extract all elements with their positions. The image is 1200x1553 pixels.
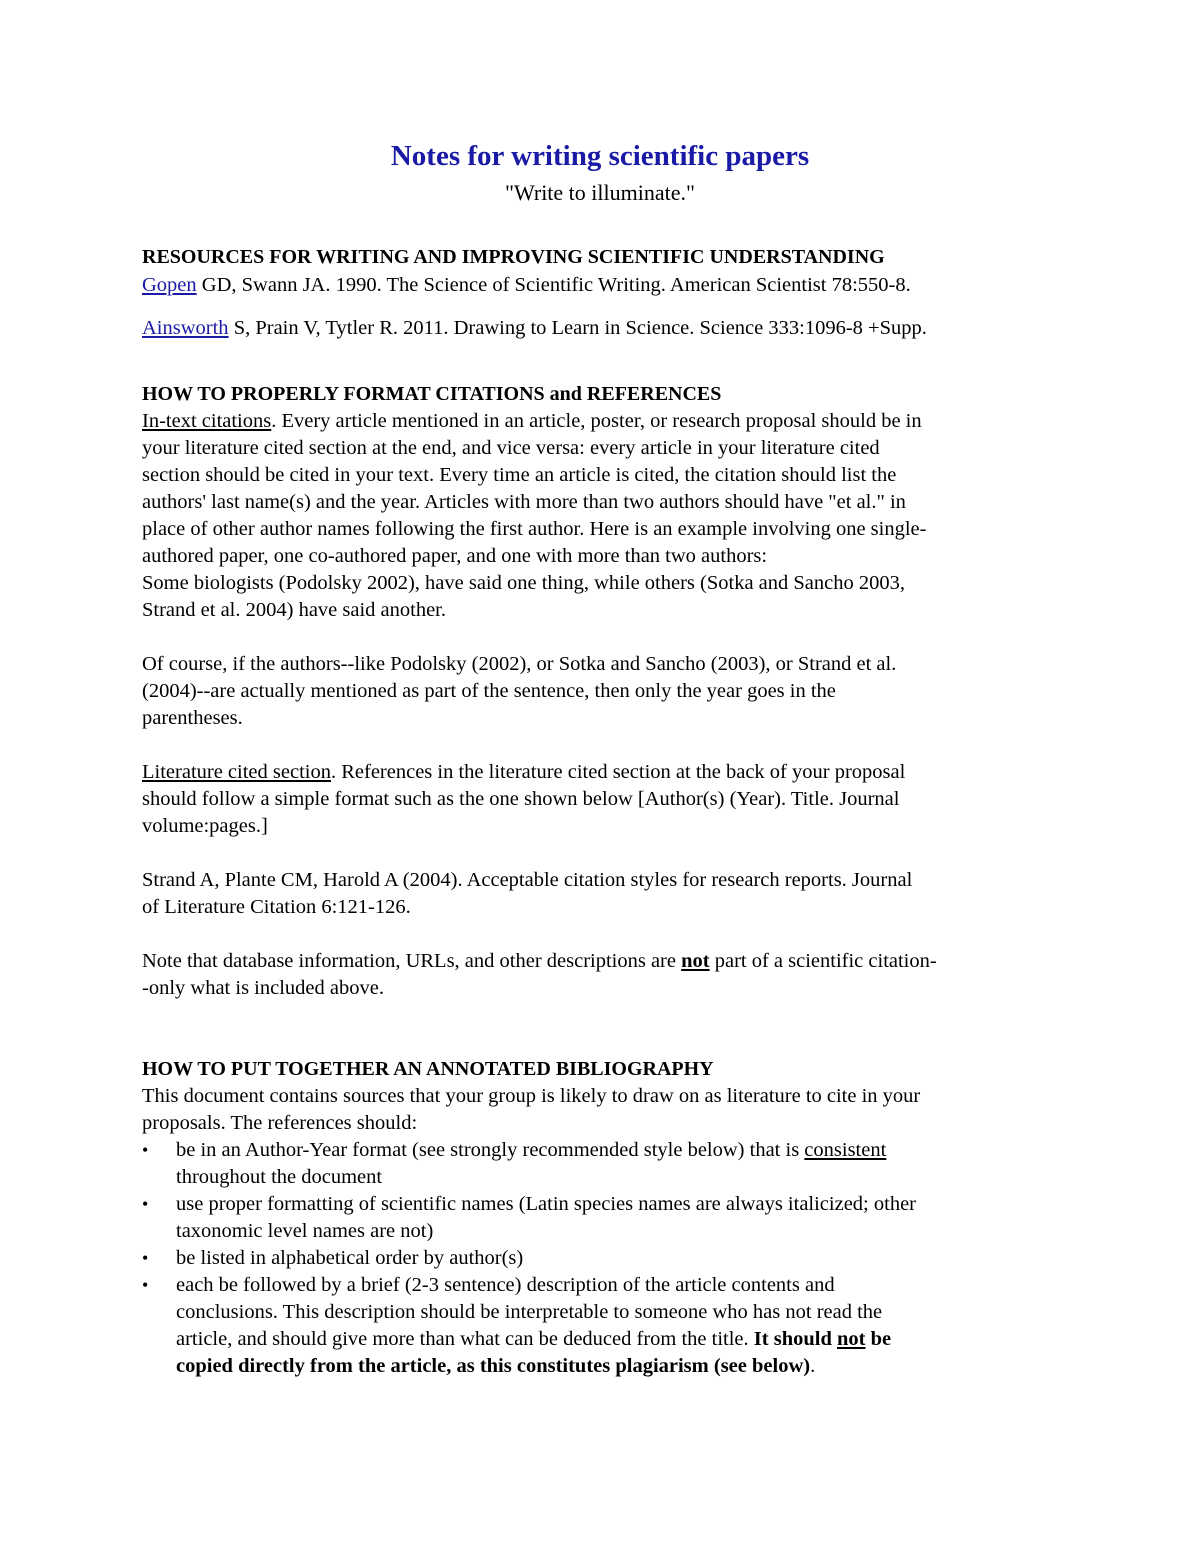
bullet-1-line-2: throughout the document (176, 1166, 383, 1188)
note-line-1-end: part of a scientific citation- (709, 950, 937, 972)
intext-line-1 (142, 408, 922, 435)
intext-line-2: your literature cited section at the end, and vice versa: every article in your literature cited (142, 437, 880, 459)
page-subtitle: "Write to illuminate." (505, 180, 695, 205)
bullet-3-marker: • (142, 1248, 149, 1268)
page-title: Notes for writing scientific papers (390, 140, 810, 172)
note-emphasis-not: not (681, 950, 710, 972)
plagiarism-warning-period: . (810, 1355, 816, 1377)
intext-line-5: place of other author names following the first author. Here is an example involving one single- (142, 518, 927, 540)
gopen-link[interactable]: Gopen (142, 274, 197, 296)
resource-reference-1-text: GD, Swann JA. 1990. The Science of Scientific Writing. American Scientist 78:550-8. (196, 274, 911, 296)
intext-line-6: authored paper, one co-authored paper, and one with more than two authors: (142, 545, 768, 567)
bullet-4-line-1: each be followed by a brief (2-3 sentence) description of the article contents and (176, 1274, 835, 1296)
bullet-1-line-1 (176, 1137, 886, 1164)
bullet-4-bold-start: It should (753, 1328, 837, 1350)
bullet-4-bold-be: be (865, 1328, 892, 1350)
course-line-2: (2004)--are actually mentioned as part of the sentence, then only the year goes in the (142, 680, 836, 702)
note-line-2: -only what is included above. (142, 977, 384, 999)
bullet-1-marker: • (142, 1140, 149, 1160)
course-line-3: parentheses. (142, 707, 243, 729)
intext-line-8: Strand et al. 2004) have said another. (142, 599, 446, 621)
intext-line-1-text: . Every article mentioned in an article, poster, or research proposal should be in (271, 410, 922, 432)
bibliography-intro-line-1: This document contains sources that your group is likely to draw on as literature to cite in your (142, 1085, 921, 1107)
intext-citations-label: In-text citations (142, 410, 272, 432)
intext-line-7: Some biologists (Podolsky 2002), have said one thing, while others (Sotka and Sancho 2003, (142, 572, 905, 594)
bibliography-heading: HOW TO PUT TOGETHER AN ANNOTATED BIBLIOGRAPHY (142, 1058, 714, 1080)
bullet-3-line-1: be listed in alphabetical order by author(s) (176, 1247, 524, 1269)
ainsworth-link[interactable]: Ainsworth (142, 317, 229, 339)
bibliography-intro-line-2: proposals. The references should: (142, 1112, 418, 1134)
bullet-2-line-2: taxonomic level names are not) (176, 1220, 434, 1242)
bullet-1-line-1-text: be in an Author-Year format (see strongly recommended style below) that is (176, 1139, 805, 1161)
consistent-emphasis: consistent (804, 1139, 887, 1161)
literature-cited-line-3: volume:pages.] (142, 815, 268, 837)
bullet-4-line-3 (176, 1326, 891, 1353)
citations-heading: HOW TO PROPERLY FORMAT CITATIONS and REFERENCES (142, 383, 722, 405)
bullet-2-line-1: use proper formatting of scientific names (Latin species names are always italicized; other (176, 1193, 916, 1215)
example-reference-line-2: of Literature Citation 6:121-126. (142, 896, 411, 918)
bullet-2-marker: • (142, 1194, 149, 1214)
literature-cited-line-1 (142, 759, 905, 786)
intext-line-4: authors' last name(s) and the year. Articles with more than two authors should have "et al." in (142, 491, 906, 513)
bullet-4-line-4 (176, 1353, 815, 1380)
course-line-1: Of course, if the authors--like Podolsky (2002), or Sotka and Sancho (2003), or Strand et al. (142, 653, 897, 675)
bullet-4-line-2: conclusions. This description should be interpretable to someone who has not read the (176, 1301, 883, 1323)
bullet-4-line-3-text: article, and should give more than what can be deduced from the title. (176, 1328, 754, 1350)
bullet-4-marker: • (142, 1275, 149, 1295)
resource-reference-1 (142, 272, 911, 299)
resources-heading: RESOURCES FOR WRITING AND IMPROVING SCIENTIFIC UNDERSTANDING (142, 246, 885, 268)
intext-line-3: section should be cited in your text. Every time an article is cited, the citation should list the (142, 464, 897, 486)
literature-cited-label: Literature cited section (142, 761, 331, 783)
bullet-4-emphasis-not: not (836, 1328, 866, 1350)
note-line-1 (142, 948, 937, 975)
literature-cited-line-2: should follow a simple format such as the one shown below [Author(s) (Year). Title. Journal (142, 788, 900, 810)
resource-reference-2 (142, 315, 927, 342)
resource-reference-2-text: S, Prain V, Tytler R. 2011. Drawing to Learn in Science. Science 333:1096-8 +Supp. (228, 317, 927, 339)
example-reference-line-1: Strand A, Plante CM, Harold A (2004). Acceptable citation styles for research reports. Journal (142, 869, 913, 891)
plagiarism-warning: copied directly from the article, as this constitutes plagiarism (see below) (176, 1355, 811, 1377)
literature-cited-line-1-text: . References in the literature cited section at the back of your proposal (330, 761, 906, 783)
note-line-1-start: Note that database information, URLs, and other descriptions are (142, 950, 682, 972)
